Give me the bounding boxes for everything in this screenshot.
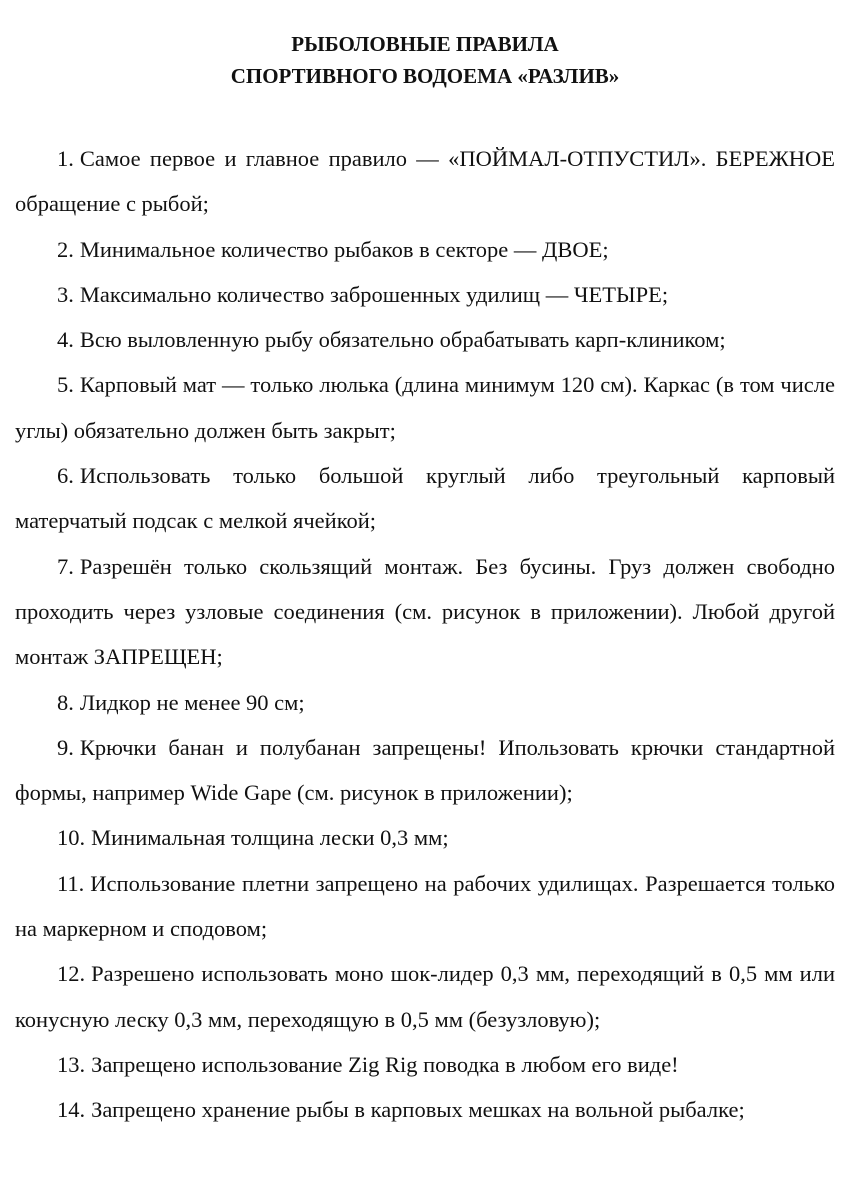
rule-item	[15, 1087, 835, 1132]
rule-item	[15, 725, 835, 816]
rule-number: 9.	[57, 734, 74, 760]
rule-text: Карповый мат — только люлька (длина минимум 120 см). Каркас (в том числе углы) обязательно должен быть закрыт;	[15, 372, 835, 443]
rule-item	[15, 362, 835, 453]
rule-item	[15, 227, 835, 272]
rule-item	[15, 861, 835, 952]
title-line-2: СПОРТИВНОГО ВОДОЕМА «РАЗЛИВ»	[230, 64, 620, 88]
rule-text: Использование плетни запрещено на рабочих удилищах. Разрешается только на маркерном и сподовом;	[15, 870, 835, 942]
rule-item	[15, 815, 835, 860]
rule-number: 2.	[57, 236, 74, 262]
rule-number: 5.	[57, 372, 74, 398]
rule-item	[15, 951, 835, 1042]
rule-item	[15, 272, 835, 317]
rule-item	[15, 1042, 835, 1087]
rule-number: 13.	[57, 1051, 86, 1077]
rule-text: Разрешено использовать моно шок-лидер 0,3 мм, переходящий в 0,5 мм или конусную леску 0,3 мм, переходящую в 0,5 мм (безузловую);	[15, 961, 835, 1032]
rule-item	[15, 317, 835, 362]
rule-text: Крючки банан и полубанан запрещены! Ипользовать крючки стандартной формы, например Wide Gape (см. рисунок в приложении);	[15, 734, 835, 806]
rule-number: 14.	[57, 1097, 86, 1123]
document-title	[15, 28, 835, 92]
rule-number: 8.	[57, 689, 74, 715]
rule-number: 12.	[57, 961, 86, 987]
rule-number: 7.	[57, 553, 74, 579]
rules-list	[15, 136, 835, 1133]
rule-item	[15, 680, 835, 725]
rule-text: Максимально количество заброшенных удилищ — ЧЕТЫРЕ;	[79, 281, 669, 307]
rule-text: Самое первое и главное правило — «ПОЙМАЛ-ОТПУСТИЛ». БЕРЕЖНОЕ обращение с рыбой;	[15, 146, 835, 217]
rule-text: Разрешён только скользящий монтаж. Без бусины. Груз должен свободно проходить через узловые соединения (см. рисунок в приложении). Любой другой монтаж ЗАПРЕЩЕН;	[15, 553, 835, 670]
rule-text: Запрещено хранение рыбы в карповых мешках на вольной рыбалке;	[91, 1097, 745, 1123]
rule-text: Минимальная толщина лески 0,3 мм;	[91, 825, 449, 851]
rule-text: Использовать только большой круглый либо треугольный карповый матерчатый подсак с мелкой ячейкой;	[15, 463, 835, 534]
rule-item	[15, 453, 835, 544]
title-line-1: РЫБОЛОВНЫЕ ПРАВИЛА	[291, 32, 559, 56]
rule-number: 10.	[57, 825, 86, 851]
rule-text: Минимальное количество рыбаков в секторе — ДВОЕ;	[79, 236, 609, 262]
rule-number: 4.	[57, 327, 74, 353]
rule-number: 6.	[57, 463, 74, 489]
rule-number: 1.	[57, 146, 74, 171]
document-page	[15, 28, 835, 1133]
rule-item	[15, 136, 835, 227]
rule-text: Лидкор не менее 90 см;	[79, 689, 305, 715]
rule-number: 11.	[57, 870, 85, 896]
rule-item	[15, 544, 835, 680]
rule-text: Запрещено использование Zig Rig поводка в любом его виде!	[91, 1051, 679, 1077]
rule-text: Всю выловленную рыбу обязательно обрабатывать карп-клиником;	[79, 327, 726, 353]
rule-number: 3.	[57, 281, 74, 307]
